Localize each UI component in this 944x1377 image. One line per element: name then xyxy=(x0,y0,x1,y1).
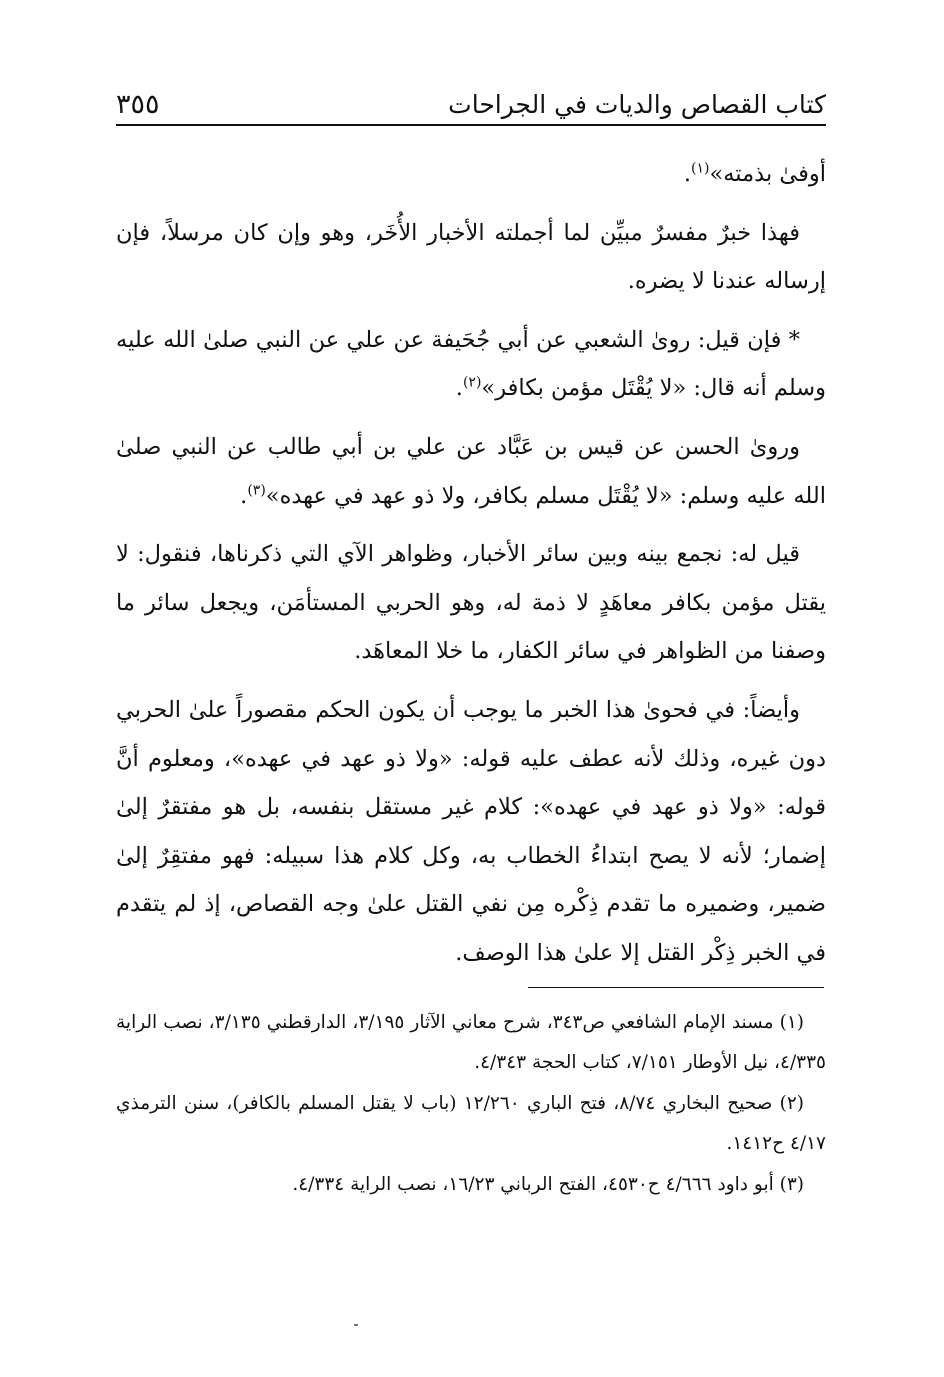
page-number: ٣٥٥ xyxy=(116,89,160,120)
paragraph xyxy=(116,530,826,676)
footnote: (١) مسند الإمام الشافعي ص٣٤٣، شرح معاني الآثار ٣/١٩٥، الدارقطني ٣/١٣٥، نصب الراية ٤/٣٣٥، نيل الأوطار ٧/١٥١، كتاب الحجة ٤/٣٤٣. xyxy=(116,1012,826,1073)
footnotes xyxy=(116,1003,826,1207)
page-header xyxy=(116,78,826,122)
footnote: (٢) صحيح البخاري ٨/٧٤، فتح الباري ١٢/٢٦٠ (باب لا يقتل المسلم بالكافر)، سنن الترمذي ٤/١٧ ح١٤١٢. xyxy=(116,1093,826,1154)
footnote-ref: (١) xyxy=(691,160,710,177)
paragraph xyxy=(116,686,826,978)
footnote-ref: (٣) xyxy=(247,482,266,499)
paragraph xyxy=(116,316,826,413)
running-title: كتاب القصاص والديات في الجراحات xyxy=(448,90,826,119)
main-text xyxy=(116,150,826,988)
footnote-separator xyxy=(528,987,824,988)
paragraph-text: قيل له: نجمع بينه وبين سائر الأخبار، وظواهر الآي التي ذكرناها، فنقول: لا يقتل مؤمن بكافر معاهَدٍ لا ذمة له، وهو الحربي المستأمَن، ويجعل سائر ما وصفنا من الظواهر في سائر الكفار، ما خلا المعاهَد. xyxy=(116,541,826,665)
header-rule xyxy=(116,124,826,126)
footnote-ref: (٢) xyxy=(462,374,482,391)
paragraph-text: أوفىٰ بذمته» xyxy=(709,161,826,187)
print-speck xyxy=(354,1324,358,1326)
paragraph-end: . xyxy=(455,375,463,402)
paragraph-end: . xyxy=(683,161,691,187)
paragraph-end: . xyxy=(240,482,248,509)
paragraph-text: فهذا خبرٌ مفسرٌ مبيِّن لما أجملته الأخبار الأُخَر، وهو وإن كان مرسلاً، فإن إرساله عندنا لا يضره. xyxy=(116,219,826,295)
paragraph xyxy=(116,150,826,199)
paragraph xyxy=(116,209,826,306)
footnote: (٣) أبو داود ٤/٦٦٦ ح٤٥٣٠، الفتح الرباني ١٦/٢٣، نصب الراية ٤/٣٣٤. xyxy=(292,1174,804,1195)
paragraph-text: وأيضاً: في فحوىٰ هذا الخبر ما يوجب أن يكون الحكم مقصوراً علىٰ الحربي دون غيره، وذلك لأنه عطف عليه قوله: «ولا ذو عهد في عهده»، ومعلوم أنَّ قوله: «ولا ذو عهد في عهده»: كلام غير مستقل بنفسه، بل هو مفتقرٌ إلىٰ إضمار؛ لأنه لا يصح ابتداءُ الخطاب به، وكل كلام هذا سبيله: فهو مفتقِرٌ إلىٰ ضمير، وضميره ما تقدم ذِكْره مِن نفي القتل علىٰ وجه القصاص، إذ لم يتقدم في الخبر ذِكْر القتل إلا علىٰ هذا الوصف. xyxy=(116,696,826,966)
paragraph-text: * فإن قيل: روىٰ الشعبي عن أبي جُحَيفة عن علي عن النبي صلىٰ الله عليه وسلم أنه قال: «لا يُقْتَل مؤمن بكافر» xyxy=(116,326,826,402)
paragraph xyxy=(116,423,826,520)
paragraph-text: وروىٰ الحسن عن قيس بن عَبَّاد عن علي بن أبي طالب عن النبي صلىٰ الله عليه وسلم: «لا يُقْتَل مسلم بكافر، ولا ذو عهد في عهده» xyxy=(116,433,826,509)
